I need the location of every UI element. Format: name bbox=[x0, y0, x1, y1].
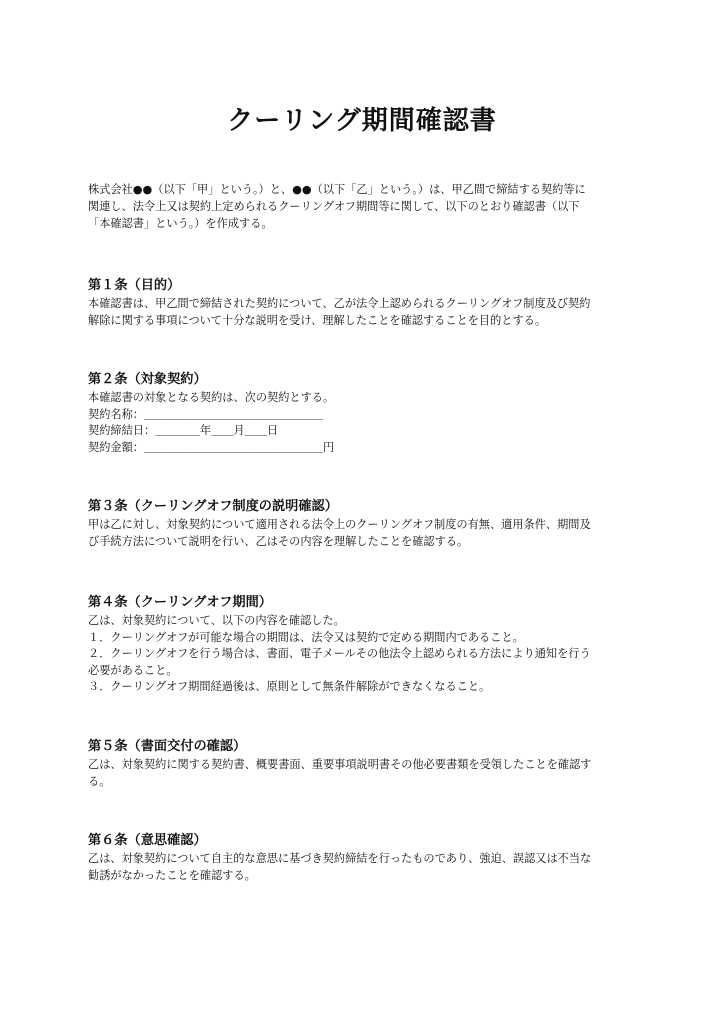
intro-line: 関連し、法令上又は契約上定められるクーリングオフ期間等に関して、以下のとおり確認書（以下 bbox=[88, 200, 580, 213]
article-line: 勧誘がなかったことを確認する。 bbox=[88, 868, 256, 882]
article-line: 乙は、対象契約に関する契約書、概要書面、重要事項説明書その他必要書類を受領したことを確認す bbox=[88, 758, 592, 771]
article-6 bbox=[88, 831, 658, 884]
intro-line: 株式会社●●（以下「甲」という。）と、●●（以下「乙」という。）は、甲乙間で締結する契約等に bbox=[88, 183, 586, 196]
article-item: ３．クーリングオフ期間経過後は、原則として無条件解除ができなくなること。 bbox=[88, 680, 491, 694]
article-line: 乙は、対象契約について、以下の内容を確認した。 bbox=[88, 614, 345, 627]
article-heading: 第６条（意思確認） bbox=[88, 833, 207, 848]
article-line: び手続方法について説明を行い、乙はその内容を理解したことを確認する。 bbox=[88, 534, 469, 548]
article-heading: 第１条（目的） bbox=[88, 278, 181, 293]
document-title: クーリング期間確認書 bbox=[227, 106, 497, 136]
intro-paragraph bbox=[88, 181, 648, 232]
article-line: 必要があること。 bbox=[88, 663, 178, 677]
article-heading: 第５条（書面交付の確認） bbox=[88, 739, 247, 754]
article-line: 本確認書の対象となる契約は、次の契約とする。 bbox=[88, 391, 335, 404]
article-line: 解除に関する事項について十分な説明を受け、理解したことを確認することを目的とする。 bbox=[88, 313, 547, 327]
article-item: １．クーリングオフが可能な場合の期間は、法令又は契約で定める期間内であること。 bbox=[88, 630, 524, 644]
article-heading: 第４条（クーリングオフ期間） bbox=[88, 595, 272, 610]
article-line: 本確認書は、甲乙間で締結された契約について、乙が法令上認められるクーリングオフ制度及び契約 bbox=[88, 297, 591, 310]
article-heading: 第３条（クーリングオフ制度の説明確認） bbox=[88, 499, 338, 514]
article-heading: 第２条（対象契約） bbox=[88, 372, 207, 387]
contract-name-field: 契約名称：＿＿＿＿＿＿＿＿＿＿＿＿＿＿＿＿ bbox=[88, 407, 323, 421]
article-line: 甲は乙に対し、対象契約について適用される法令上のクーリングオフ制度の有無、適用条件、期間及 bbox=[88, 518, 591, 531]
article-3 bbox=[88, 497, 658, 550]
article-5 bbox=[88, 737, 658, 790]
article-line: る。 bbox=[88, 774, 111, 788]
article-line: 乙は、対象契約について自主的な意思に基づき契約締結を行ったものであり、強迫、誤認又は不当な bbox=[88, 852, 592, 865]
article-4 bbox=[88, 593, 658, 696]
contract-date-field: 契約締結日：＿＿＿＿年＿＿月＿＿日 bbox=[88, 424, 279, 438]
intro-line: 「本確認書」という。）を作成する。 bbox=[88, 217, 273, 230]
article-1 bbox=[88, 276, 658, 329]
article-2 bbox=[88, 370, 658, 456]
article-item: ２．クーリングオフを行う場合は、書面、電子メールその他法令上認められる方法により通知を行う bbox=[88, 647, 591, 661]
contract-amount-field: 契約金額：＿＿＿＿＿＿＿＿＿＿＿＿＿＿＿＿円 bbox=[88, 440, 335, 454]
